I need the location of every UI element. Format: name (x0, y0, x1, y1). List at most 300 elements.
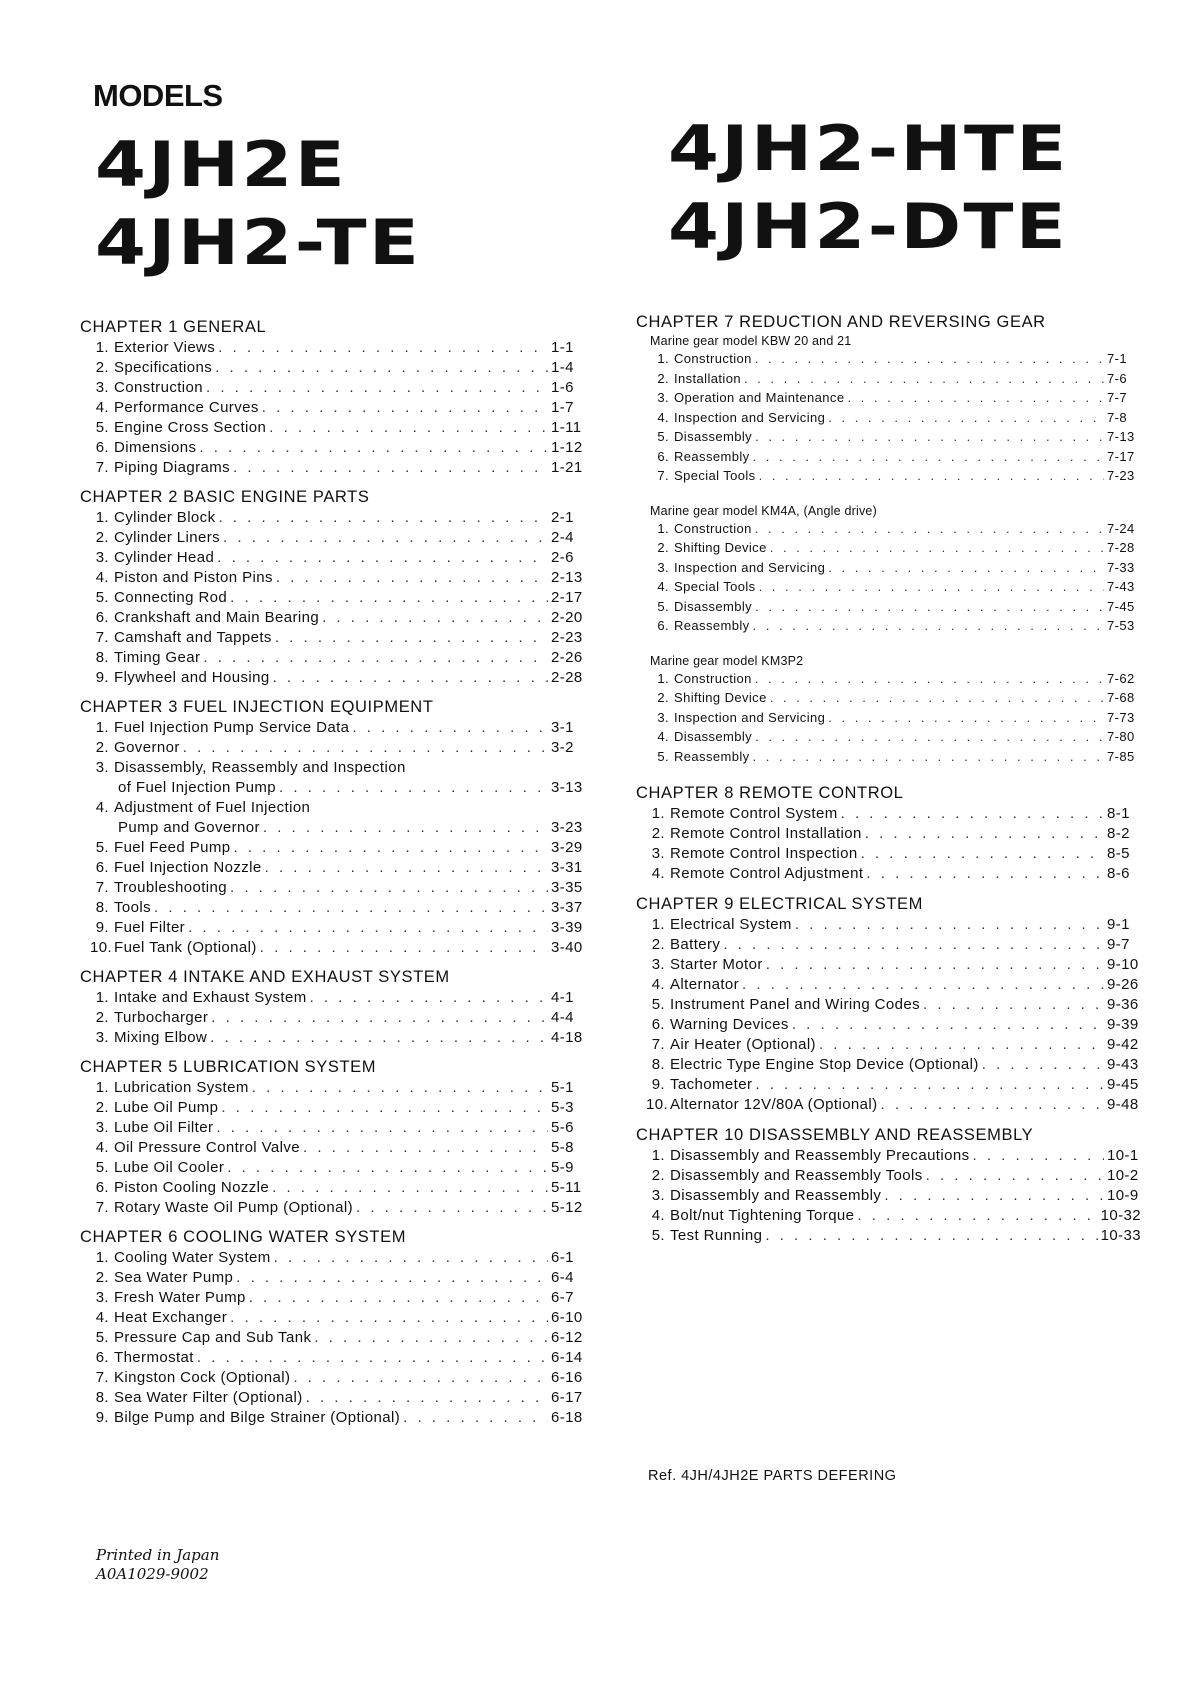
dot-leader (753, 618, 1104, 633)
toc-entry (80, 549, 585, 569)
entry-number: 4. (657, 409, 669, 425)
entry-number: 3. (651, 1187, 665, 1204)
dot-leader (274, 1249, 548, 1266)
entry-title: Remote Control Adjustment (670, 865, 864, 882)
toc-entry (80, 989, 585, 1009)
entry-page: 6-14 (551, 1349, 583, 1366)
dot-leader (755, 521, 1104, 536)
entry-number: 4. (95, 799, 109, 816)
entry-title: Crankshaft and Main Bearing (114, 609, 320, 626)
dot-leader (795, 916, 1104, 933)
dot-leader (310, 989, 548, 1006)
entry-title: Piston Cooling Nozzle (114, 1179, 270, 1196)
toc-entry (636, 916, 1141, 936)
dot-leader (742, 976, 1104, 993)
entry-page: 9-43 (1107, 1056, 1139, 1073)
dot-leader (188, 919, 548, 936)
dot-leader (303, 1139, 548, 1156)
entry-page: 9-45 (1107, 1076, 1139, 1093)
dot-leader (828, 410, 1104, 425)
entry-page: 6-4 (551, 1269, 574, 1286)
dot-leader (210, 1029, 548, 1046)
entry-title: Rotary Waste Oil Pump (Optional) (114, 1199, 353, 1216)
entry-page: 2-6 (551, 549, 574, 566)
entry-number: 3. (651, 956, 665, 973)
dot-leader (249, 1289, 548, 1306)
dot-leader (218, 339, 548, 356)
entry-title: Construction (674, 351, 752, 366)
dot-leader (275, 629, 548, 646)
toc-entry (80, 1199, 585, 1219)
entry-number: 4. (95, 399, 109, 416)
toc-entry (80, 1029, 585, 1049)
dot-leader (293, 1369, 548, 1386)
entry-page: 9-39 (1107, 1016, 1139, 1033)
entry-page: 9-10 (1107, 956, 1139, 973)
toc-chapter (80, 968, 585, 1049)
entry-title: Dimensions (114, 439, 197, 456)
entry-page: 2-28 (551, 669, 583, 686)
toc-chapter (636, 1126, 1141, 1247)
dot-leader (755, 351, 1104, 366)
entry-title: Remote Control Installation (670, 825, 862, 842)
toc-entry (80, 859, 585, 879)
entry-page: 7-1 (1107, 351, 1127, 366)
entry-title: Shifting Device (674, 690, 767, 705)
entry-title: Inspection and Servicing (674, 409, 826, 425)
entry-title: Battery (670, 936, 721, 953)
toc-entry (636, 1207, 1141, 1227)
entry-page: 1-12 (551, 439, 583, 456)
entry-page: 6-10 (551, 1309, 583, 1326)
toc-entry (636, 825, 1141, 845)
toc-entry (636, 521, 1141, 541)
entry-title: Fresh Water Pump (114, 1289, 246, 1306)
toc-entry (636, 351, 1141, 371)
dot-leader (755, 429, 1104, 444)
entry-title: Heat Exchanger (114, 1309, 228, 1326)
dot-leader (753, 449, 1104, 464)
entry-page: 1-11 (551, 419, 582, 436)
toc-entry (636, 468, 1141, 488)
entry-number: 6. (95, 1179, 109, 1196)
toc-left-column (80, 318, 585, 1438)
entry-page: 6-16 (551, 1369, 583, 1386)
dot-leader (183, 739, 548, 756)
toc-entry (80, 1329, 585, 1349)
entry-page: 9-48 (1107, 1096, 1139, 1113)
toc-entry (80, 1079, 585, 1099)
entry-number: 3. (95, 1119, 109, 1136)
entry-number: 1. (95, 989, 109, 1006)
entry-page: 8-5 (1107, 845, 1130, 862)
toc-entry (80, 339, 585, 359)
toc-entry (80, 839, 585, 859)
chapter-title: CHAPTER 1 GENERAL (80, 318, 267, 336)
dot-leader (770, 540, 1104, 555)
entry-page: 3-23 (551, 819, 583, 836)
chapter-title: CHAPTER 5 LUBRICATION SYSTEM (80, 1058, 377, 1076)
entry-page: 7-23 (1107, 468, 1135, 483)
entry-title: Starter Motor (670, 956, 763, 973)
toc-entry (636, 976, 1141, 996)
entry-number: 5. (95, 589, 109, 606)
toc-chapter (636, 895, 1141, 1116)
dot-leader (759, 579, 1104, 594)
entry-number: 4. (657, 579, 669, 594)
entry-title: Reassembly (674, 448, 750, 464)
entry-number: 6. (95, 1349, 109, 1366)
entry-number: 7. (657, 468, 669, 483)
entry-title: Performance Curves (114, 399, 259, 416)
chapter-title: CHAPTER 4 INTAKE AND EXHAUST SYSTEM (80, 968, 450, 986)
entry-title: Disassembly, Reassembly and Inspection (114, 759, 406, 776)
dot-leader (881, 1096, 1104, 1113)
dot-leader (211, 1009, 548, 1026)
entry-page: 10-32 (1100, 1207, 1141, 1224)
entry-page: 3-1 (551, 719, 574, 736)
toc-entry (80, 399, 585, 419)
entry-number: 3. (95, 379, 109, 396)
entry-title: Lube Oil Pump (114, 1099, 219, 1116)
models-label: MODELS (93, 78, 223, 113)
toc-entry (636, 1167, 1141, 1187)
entry-page: 7-13 (1107, 429, 1135, 444)
toc-entry (80, 1099, 585, 1119)
toc-entry (80, 919, 585, 939)
toc-entry (636, 371, 1141, 391)
chapter-title: CHAPTER 7 REDUCTION AND REVERSING GEAR (636, 313, 1046, 331)
entry-title: Fuel Injection Pump Service Data (114, 719, 350, 736)
entry-title: Connecting Rod (114, 589, 228, 606)
entry-number: 2. (651, 1167, 665, 1184)
entry-page: 3-37 (551, 899, 583, 916)
toc-entry (80, 1409, 585, 1429)
toc-entry (80, 529, 585, 549)
entry-number: 5. (95, 1329, 109, 1346)
dot-leader (314, 1329, 548, 1346)
toc-entry (636, 729, 1141, 749)
toc-entry (80, 899, 585, 919)
dot-leader (269, 419, 548, 436)
entry-title-continued: Pump and Governor (118, 819, 260, 836)
entry-page: 1-21 (551, 459, 583, 476)
entry-title: Construction (114, 379, 204, 396)
toc-entry (80, 1119, 585, 1139)
entry-title: Special Tools (674, 579, 756, 594)
toc-entry (636, 1187, 1141, 1207)
entry-number: 10. (646, 1096, 669, 1113)
entry-page: 7-73 (1107, 709, 1135, 725)
entry-title: Lube Oil Filter (114, 1119, 214, 1136)
dot-leader (199, 439, 548, 456)
entry-title: Governor (114, 739, 180, 756)
toc-entry (80, 1269, 585, 1289)
entry-title: Specifications (114, 359, 213, 376)
entry-page: 7-24 (1107, 520, 1135, 536)
toc-entry (636, 936, 1141, 956)
entry-page: 4-1 (551, 989, 574, 1006)
entry-title: Alternator 12V/80A (Optional) (670, 1096, 878, 1113)
chapter-title: CHAPTER 8 REMOTE CONTROL (636, 784, 904, 802)
entry-number: 2. (651, 936, 665, 953)
entry-title: Reassembly (674, 618, 750, 633)
entry-number: 2. (657, 540, 669, 555)
entry-number: 2. (657, 370, 669, 386)
toc-entry (636, 1227, 1141, 1247)
chapter-title: CHAPTER 9 ELECTRICAL SYSTEM (636, 895, 923, 913)
entry-page: 3-29 (551, 839, 583, 856)
entry-title: Troubleshooting (114, 879, 228, 896)
entry-page: 9-26 (1107, 976, 1139, 993)
entry-number: 3. (657, 709, 669, 725)
toc-entry (636, 560, 1141, 580)
dot-leader (273, 669, 548, 686)
entry-page: 2-1 (551, 509, 574, 526)
entry-title: Test Running (670, 1227, 763, 1244)
dot-leader (227, 1159, 548, 1176)
chapter-title: CHAPTER 2 BASIC ENGINE PARTS (80, 488, 370, 506)
printed-country: Printed in Japan (96, 1546, 220, 1564)
toc-entry (80, 569, 585, 589)
dot-leader (792, 1016, 1104, 1033)
toc-entry (636, 390, 1141, 410)
entry-number: 1. (657, 520, 669, 536)
entry-number: 7. (95, 879, 109, 896)
dot-leader (223, 529, 548, 546)
entry-number: 1. (657, 670, 669, 686)
dot-leader (973, 1147, 1105, 1164)
entry-title: Piping Diagrams (114, 459, 231, 476)
entry-number: 1. (657, 351, 669, 366)
entry-title: Fuel Injection Nozzle (114, 859, 262, 876)
entry-title: Sea Water Pump (114, 1269, 234, 1286)
entry-number: 3. (95, 1289, 109, 1306)
entry-number: 1. (95, 719, 109, 736)
entry-title: Camshaft and Tappets (114, 629, 272, 646)
entry-title: Cylinder Head (114, 549, 215, 566)
toc-chapter (80, 488, 585, 689)
entry-page: 1-6 (551, 379, 574, 396)
entry-title: Engine Cross Section (114, 419, 267, 436)
dot-leader (252, 1079, 548, 1096)
toc-entry (636, 710, 1141, 730)
entry-number: 2. (95, 1009, 109, 1026)
entry-number: 2. (95, 529, 109, 546)
toc-entry (636, 540, 1141, 560)
entry-title: Cylinder Block (114, 509, 216, 526)
dot-leader (403, 1409, 548, 1426)
toc-entry (80, 1389, 585, 1409)
toc-entry (80, 439, 585, 459)
toc-entry (80, 719, 585, 739)
entry-page: 1-1 (551, 339, 574, 356)
entry-number: 7. (651, 1036, 665, 1053)
entry-title: Bolt/nut Tightening Torque (670, 1207, 855, 1224)
dot-leader (216, 1119, 548, 1136)
toc-entry (636, 410, 1141, 430)
toc-entry (80, 1309, 585, 1329)
entry-title: Cylinder Liners (114, 529, 221, 546)
entry-number: 4. (95, 569, 109, 586)
entry-page: 9-36 (1107, 996, 1139, 1013)
entry-number: 9. (95, 669, 109, 686)
entry-number: 7. (95, 1369, 109, 1386)
entry-number: 1. (95, 1249, 109, 1266)
entry-number: 6. (95, 439, 109, 456)
toc-entry (80, 509, 585, 529)
toc-chapter (80, 1228, 585, 1429)
entry-number: 7. (95, 1199, 109, 1216)
entry-page: 7-68 (1107, 690, 1135, 705)
toc-entry (80, 1009, 585, 1029)
entry-title: Special Tools (674, 468, 756, 483)
entry-page: 2-26 (551, 649, 583, 666)
dot-leader (260, 939, 548, 956)
entry-page: 7-28 (1107, 540, 1135, 555)
dot-leader (233, 459, 548, 476)
toc-entry (80, 1249, 585, 1269)
toc-entry (636, 690, 1141, 710)
entry-title: Inspection and Servicing (674, 709, 826, 725)
entry-title: Tools (114, 899, 152, 916)
entry-title-continued: of Fuel Injection Pump (118, 779, 277, 796)
toc-entry (636, 1056, 1141, 1076)
toc-entry (80, 1349, 585, 1369)
toc-entry (80, 1369, 585, 1389)
entry-number: 8. (651, 1056, 665, 1073)
entry-page: 2-20 (551, 609, 583, 626)
entry-title: Tachometer (670, 1076, 753, 1093)
chapter-title: CHAPTER 3 FUEL INJECTION EQUIPMENT (80, 698, 434, 716)
dot-leader (828, 710, 1104, 725)
dot-leader (755, 671, 1104, 686)
dot-leader (759, 468, 1104, 483)
entry-page: 10-33 (1100, 1227, 1141, 1244)
dot-leader (770, 690, 1104, 705)
model-name-4jh2e: 4JH2E (95, 128, 348, 201)
entry-page: 10-1 (1107, 1147, 1139, 1164)
toc-entry (636, 618, 1141, 638)
entry-page: 7-62 (1107, 670, 1135, 686)
entry-title: Intake and Exhaust System (114, 989, 307, 1006)
entry-page: 6-17 (551, 1389, 583, 1406)
entry-number: 3. (95, 759, 109, 776)
entry-title: Disassembly (674, 429, 753, 444)
dot-leader (857, 1207, 1097, 1224)
entry-number: 4. (657, 729, 669, 744)
entry-title: Inspection and Servicing (674, 559, 826, 575)
gear-model-group (636, 334, 1141, 488)
entry-number: 9. (95, 1409, 109, 1426)
dot-leader (723, 936, 1104, 953)
entry-page: 5-3 (551, 1099, 574, 1116)
gear-model-subtitle: Marine gear model KBW 20 and 21 (650, 334, 852, 348)
dot-leader (982, 1056, 1104, 1073)
toc-entry (80, 879, 585, 899)
entry-title: Adjustment of Fuel Injection (114, 799, 311, 816)
dot-leader (230, 589, 548, 606)
entry-page: 7-7 (1107, 390, 1127, 405)
entry-number: 3. (657, 390, 669, 405)
entry-page: 3-13 (551, 779, 583, 796)
entry-title: Kingston Cock (Optional) (114, 1369, 291, 1386)
entry-title: Disassembly (674, 598, 753, 614)
toc-right-column (636, 313, 1141, 1256)
dot-leader (352, 719, 548, 736)
entry-number: 1. (651, 916, 665, 933)
entry-title: Lubrication System (114, 1079, 249, 1096)
entry-number: 1. (95, 1079, 109, 1096)
entry-title: Alternator (670, 976, 740, 993)
toc-entry (636, 996, 1141, 1016)
dot-leader (215, 359, 548, 376)
dot-leader (230, 879, 548, 896)
entry-page: 3-35 (551, 879, 583, 896)
entry-number: 7. (95, 459, 109, 476)
entry-page: 3-31 (551, 859, 583, 876)
toc-entry (80, 589, 585, 609)
entry-number: 4. (651, 976, 665, 993)
entry-number: 5. (95, 1159, 109, 1176)
dot-leader (272, 1179, 548, 1196)
entry-number: 6. (95, 859, 109, 876)
entry-title: Electrical System (670, 916, 792, 933)
dot-leader (765, 1227, 1097, 1244)
entry-number: 3. (657, 559, 669, 575)
entry-page: 8-2 (1107, 825, 1130, 842)
dot-leader (322, 609, 548, 626)
toc-entry-continued (80, 779, 585, 799)
entry-title: Turbocharger (114, 1009, 209, 1026)
dot-leader (923, 996, 1104, 1013)
entry-title: Bilge Pump and Bilge Strainer (Optional) (114, 1409, 401, 1426)
dot-leader (828, 560, 1104, 575)
toc-entry (636, 1036, 1141, 1056)
entry-page: 7-43 (1107, 579, 1135, 594)
entry-title: Flywheel and Housing (114, 669, 270, 686)
entry-title: Disassembly and Reassembly Precautions (670, 1147, 970, 1164)
entry-page: 5-1 (551, 1079, 574, 1096)
entry-page: 7-85 (1107, 748, 1135, 764)
entry-page: 7-8 (1107, 409, 1127, 425)
toc-entry (636, 1076, 1141, 1096)
model-name-4jh2-hte: 4JH2-HTE (668, 112, 1069, 185)
entry-number: 10. (90, 939, 113, 956)
gear-model-subtitle: Marine gear model KM4A, (Angle drive) (650, 503, 877, 518)
toc-entry (636, 429, 1141, 449)
entry-page: 1-7 (551, 399, 574, 416)
entry-number: 4. (95, 1309, 109, 1326)
toc-entry (80, 939, 585, 959)
dot-leader (197, 1349, 548, 1366)
entry-page: 5-12 (551, 1199, 583, 1216)
toc-entry (80, 759, 585, 779)
reference-note: Ref. 4JH/4JH2E PARTS DEFERING (648, 1468, 897, 1484)
dot-leader (841, 805, 1104, 822)
toc-chapter-7 (636, 313, 1141, 768)
entry-number: 5. (95, 839, 109, 856)
toc-entry (80, 669, 585, 689)
entry-page: 9-7 (1107, 936, 1130, 953)
entry-page: 7-80 (1107, 729, 1135, 744)
entry-number: 5. (657, 429, 669, 444)
toc-entry (636, 599, 1141, 619)
chapter-title: CHAPTER 6 COOLING WATER SYSTEM (80, 1228, 407, 1246)
dot-leader (884, 1187, 1104, 1204)
toc-entry (636, 865, 1141, 885)
entry-title: Instrument Panel and Wiring Codes (670, 996, 920, 1013)
